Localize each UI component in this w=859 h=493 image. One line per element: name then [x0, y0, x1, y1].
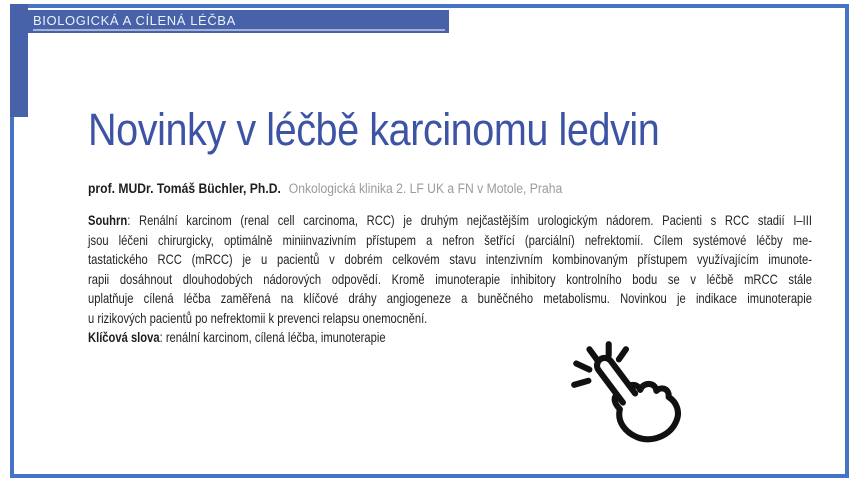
article-title: Novinky v léčbě karcinomu ledvin [88, 104, 660, 155]
ray-icon [576, 363, 589, 369]
ray-icon [574, 381, 588, 385]
abstract-line: Souhrn: Renální karcinom (renal cell carcinoma, RCC) je druhým nejčastějším urologickým nádorem. Pacienti s RCC stadií I–III [88, 212, 812, 228]
left-accent-bar [10, 4, 28, 117]
abstract-line: uplatňuje cílená léčba zaměřená na klíčové dráhy angiogeneze a buněčného metabolismu. Novinkou je indikace imunoterapie [88, 290, 812, 306]
tap-click-hand-icon [562, 341, 694, 453]
keywords-line: Klíčová slova: renální karcinom, cílená léčba, imunoterapie [88, 329, 386, 345]
ray-icon [589, 349, 597, 360]
abstract-line: u rizikových pacientů po nefrektomii k prevenci relapsu onemocnění. [88, 309, 428, 326]
abstract-line: rapii dosáhnout dlouhodobých nádorových odpovědí. Kromě imunoterapie inhibitory kontrolního bodu se v léčbě mRCC stále [88, 270, 812, 287]
abstract [88, 211, 812, 348]
abstract-line: jsou léčeni chirurgicky, optimálně miniinvazivním přístupem a nefron šetřící (parciální) nefrektomií. Cílem systémové léčby me- [88, 231, 812, 248]
author-affiliation: Onkologická klinika 2. LF UK a FN v Motole, Praha [288, 181, 563, 196]
category-band [10, 10, 449, 33]
ray-icon [619, 349, 626, 359]
category-underline [33, 29, 445, 31]
abstract-label: Souhrn [88, 212, 128, 228]
abstract-line: tastatického RCC (mRCC) je u pacientů v dobrém celkovém stavu intenzivním kombinovaným přístupem využívajícím imunote- [88, 251, 812, 267]
author-line [88, 181, 562, 196]
keywords-label: Klíčová slova [88, 329, 160, 345]
author-name: prof. MUDr. Tomáš Büchler, Ph.D. [88, 181, 281, 196]
category-label: BIOLOGICKÁ A CÍLENÁ LÉČBA [33, 13, 236, 28]
